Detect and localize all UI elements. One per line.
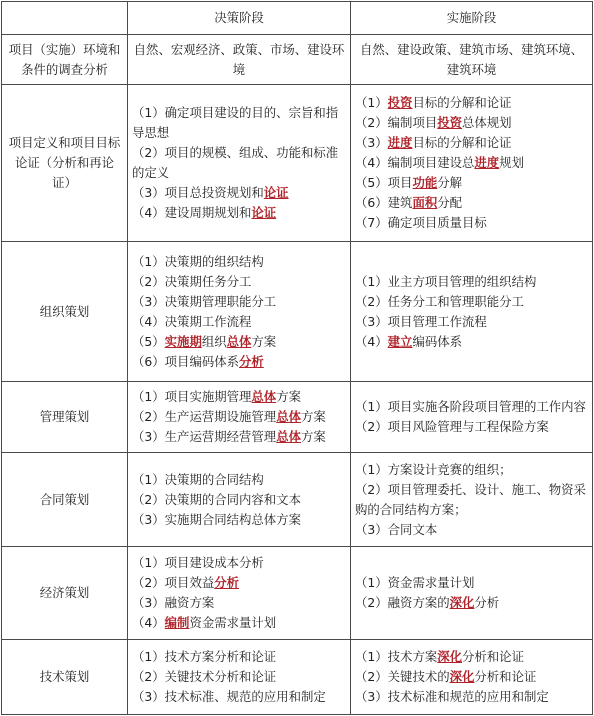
list-item xyxy=(355,93,588,113)
list-item xyxy=(132,490,346,510)
row-label: 经济策划 xyxy=(2,547,128,640)
emphasized-term: 分析 xyxy=(239,353,264,369)
item-text: （2）决策期的合同内容和文本 xyxy=(132,491,301,507)
emphasized-term: 面积 xyxy=(412,195,438,210)
list-item xyxy=(355,520,588,540)
list-item xyxy=(355,687,588,707)
list-item xyxy=(132,292,346,312)
item-text: 分配 xyxy=(437,195,463,210)
item-text: （4） xyxy=(355,333,388,349)
decision-stage-cell xyxy=(128,35,351,85)
item-text: 编码体系 xyxy=(412,333,463,349)
item-text: （2）生产运营期设施管理 xyxy=(132,409,277,424)
table-row-contract-planning xyxy=(2,453,593,547)
decision-stage-cell xyxy=(128,547,351,640)
list-item xyxy=(355,193,588,213)
decision-stage-cell xyxy=(128,640,351,715)
item-text: （3）技术标准和规范的应用和制定 xyxy=(355,689,549,704)
item-text: 自然、宏观经济、政策、市场、建设环境 xyxy=(133,41,345,77)
decision-stage-cell xyxy=(128,382,351,453)
item-text: （1）决策期的组织结构 xyxy=(132,253,264,269)
list-item xyxy=(355,593,588,613)
list-item xyxy=(132,553,346,573)
list-item xyxy=(132,387,346,407)
item-text: 方案 xyxy=(276,389,301,404)
implementation-stage-cell xyxy=(351,35,593,85)
item-text: 规划 xyxy=(499,155,524,170)
item-text: （2）融资方案的 xyxy=(355,595,450,610)
item-text: （6）建筑 xyxy=(355,195,413,210)
item-text: （2）任务分工和管理职能分工 xyxy=(355,293,524,309)
item-text: （3）融资方案 xyxy=(132,595,215,610)
row-label: 技术策划 xyxy=(2,640,128,715)
decision-stage-cell xyxy=(128,242,351,382)
list-item xyxy=(355,113,588,133)
item-text: 目标的分解和论证 xyxy=(412,95,512,110)
list-item xyxy=(355,460,588,480)
emphasized-term: 总体 xyxy=(276,429,301,444)
item-text: （1）决策期的合同结构 xyxy=(132,471,264,487)
item-text: （3）项目管理工作流程 xyxy=(355,313,487,329)
row-label: 项目（实施）环境和条件的调查分析 xyxy=(2,35,128,85)
item-text: （2）项目管理委托、设计、施工、物资采购的合同结构方案； xyxy=(355,481,586,517)
emphasized-term: 编制 xyxy=(164,615,190,630)
emphasized-term: 投资 xyxy=(387,95,413,110)
table-row-management-planning xyxy=(2,382,593,453)
emphasized-term: 建立 xyxy=(387,333,413,349)
table-header-row xyxy=(2,2,593,35)
table-row-economic-planning xyxy=(2,547,593,640)
list-item xyxy=(132,40,346,80)
item-text: （3）实施期合同结构总体方案 xyxy=(132,511,301,527)
list-item xyxy=(132,687,346,707)
list-item xyxy=(355,667,588,687)
list-item xyxy=(132,667,346,687)
row-label: 管理策划 xyxy=(2,382,128,453)
emphasized-term: 功能 xyxy=(412,175,438,190)
item-text: （2）项目的规模、组成、功能和标准的定义 xyxy=(132,145,339,180)
item-text: （5） xyxy=(132,333,165,349)
list-item xyxy=(355,397,588,417)
list-item xyxy=(355,213,588,233)
item-text: （1）项目实施各阶段项目管理的工作内容 xyxy=(355,399,586,414)
list-item xyxy=(132,143,346,183)
list-item xyxy=(132,510,346,530)
item-text: （3）合同文本 xyxy=(355,521,438,537)
header-implementation-stage: 实施阶段 xyxy=(351,2,593,35)
emphasized-term: 分析 xyxy=(214,575,240,590)
list-item xyxy=(132,427,346,447)
list-item xyxy=(355,173,588,193)
item-text: （2）关键技术分析和论证 xyxy=(132,669,277,684)
implementation-stage-cell xyxy=(351,382,593,453)
item-text: （1）项目实施期管理 xyxy=(132,389,252,404)
item-text: （1）业主方项目管理的组织结构 xyxy=(355,273,537,289)
list-item xyxy=(355,480,588,520)
list-item xyxy=(355,647,588,667)
list-item xyxy=(132,183,346,203)
emphasized-term: 进度 xyxy=(387,135,413,150)
list-item xyxy=(355,272,588,292)
implementation-stage-cell xyxy=(351,640,593,715)
list-item xyxy=(132,593,346,613)
table-row-project-definition xyxy=(2,85,593,242)
item-text: 方案 xyxy=(300,409,326,424)
item-text: 总体规划 xyxy=(462,115,512,130)
list-item xyxy=(355,133,588,153)
item-text: （3）技术标准、规范的应用和制定 xyxy=(132,689,326,704)
emphasized-term: 深化 xyxy=(449,595,475,610)
decision-stage-cell xyxy=(128,85,351,242)
emphasized-term: 总体 xyxy=(251,389,277,404)
emphasized-term: 论证 xyxy=(251,205,277,220)
item-text: （4）决策期工作流程 xyxy=(132,313,252,329)
item-text: （1）方案设计竞赛的组织； xyxy=(355,461,512,477)
emphasized-term: 总体 xyxy=(276,409,301,424)
implementation-stage-cell xyxy=(351,453,593,547)
item-text: （3） xyxy=(355,135,388,150)
item-text: （2）关键技术的 xyxy=(355,669,450,684)
item-text: （2）决策期任务分工 xyxy=(132,273,252,289)
item-text: （1）确定项目建设的目的、宗旨和指导思想 xyxy=(132,105,339,140)
list-item xyxy=(132,573,346,593)
item-text: 分析和论证 xyxy=(474,669,537,684)
item-text: （3）决策期管理职能分工 xyxy=(132,293,277,309)
header-decision-stage: 决策阶段 xyxy=(128,2,351,35)
list-item xyxy=(355,332,588,352)
implementation-stage-cell xyxy=(351,85,593,242)
list-item xyxy=(132,312,346,332)
list-item xyxy=(132,352,346,372)
list-item xyxy=(355,40,588,80)
implementation-stage-cell xyxy=(351,242,593,382)
item-text: 目标的分解和论证 xyxy=(412,135,512,150)
emphasized-term: 总体 xyxy=(226,333,252,349)
item-text: 分析 xyxy=(474,595,500,610)
item-text: （1）技术方案 xyxy=(355,649,438,664)
list-item xyxy=(132,613,346,633)
list-item xyxy=(355,417,588,437)
emphasized-term: 论证 xyxy=(263,185,289,200)
item-text: 分析和论证 xyxy=(462,649,524,664)
item-text: （2）编制项目 xyxy=(355,115,438,130)
item-text: （2）项目风险管理与工程保险方案 xyxy=(355,419,549,434)
planning-comparison-table xyxy=(1,1,593,715)
emphasized-term: 进度 xyxy=(474,155,500,170)
list-item xyxy=(132,332,346,352)
list-item xyxy=(355,153,588,173)
item-text: （4）建设周期规划和 xyxy=(132,205,252,220)
item-text: 自然、建设政策、建筑市场、建筑环境、建筑环境 xyxy=(359,41,584,77)
item-text: （1）项目建设成本分析 xyxy=(132,555,264,570)
emphasized-term: 深化 xyxy=(449,669,475,684)
list-item xyxy=(355,312,588,332)
item-text: 方案 xyxy=(300,429,326,444)
item-text: （7）确定项目质量目标 xyxy=(355,215,487,230)
item-text: （1）技术方案分析和论证 xyxy=(132,649,277,664)
list-item xyxy=(355,573,588,593)
item-text: （3）生产运营期经营管理 xyxy=(132,429,277,444)
item-text: （2）项目效益 xyxy=(132,575,215,590)
emphasized-term: 深化 xyxy=(437,649,463,664)
item-text: （4）编制项目建设总 xyxy=(355,155,475,170)
list-item xyxy=(132,272,346,292)
list-item xyxy=(132,103,346,143)
list-item xyxy=(132,647,346,667)
item-text: 分解 xyxy=(437,175,463,190)
item-text: （6）项目编码体系 xyxy=(132,353,240,369)
list-item xyxy=(132,407,346,427)
list-item xyxy=(132,470,346,490)
header-corner-cell xyxy=(2,2,128,35)
emphasized-term: 投资 xyxy=(437,115,463,130)
implementation-stage-cell xyxy=(351,547,593,640)
item-text: （3）项目总投资规划和 xyxy=(132,185,264,200)
list-item xyxy=(132,203,346,223)
item-text: 资金需求量计划 xyxy=(189,615,277,630)
row-label: 项目定义和项目目标论证（分析和再论证） xyxy=(2,85,128,242)
item-text: （1）资金需求量计划 xyxy=(355,575,475,590)
list-item xyxy=(132,252,346,272)
item-text: 方案 xyxy=(251,333,277,349)
row-label: 合同策划 xyxy=(2,453,128,547)
item-text: （4） xyxy=(132,615,165,630)
row-label: 组织策划 xyxy=(2,242,128,382)
decision-stage-cell xyxy=(128,453,351,547)
table-row-environment-analysis xyxy=(2,35,593,85)
item-text: （5）项目 xyxy=(355,175,413,190)
item-text: 组织 xyxy=(201,333,227,349)
emphasized-term: 实施期 xyxy=(164,333,202,349)
table-row-technical-planning xyxy=(2,640,593,715)
table-row-organization-planning xyxy=(2,242,593,382)
list-item xyxy=(355,292,588,312)
item-text: （1） xyxy=(355,95,388,110)
